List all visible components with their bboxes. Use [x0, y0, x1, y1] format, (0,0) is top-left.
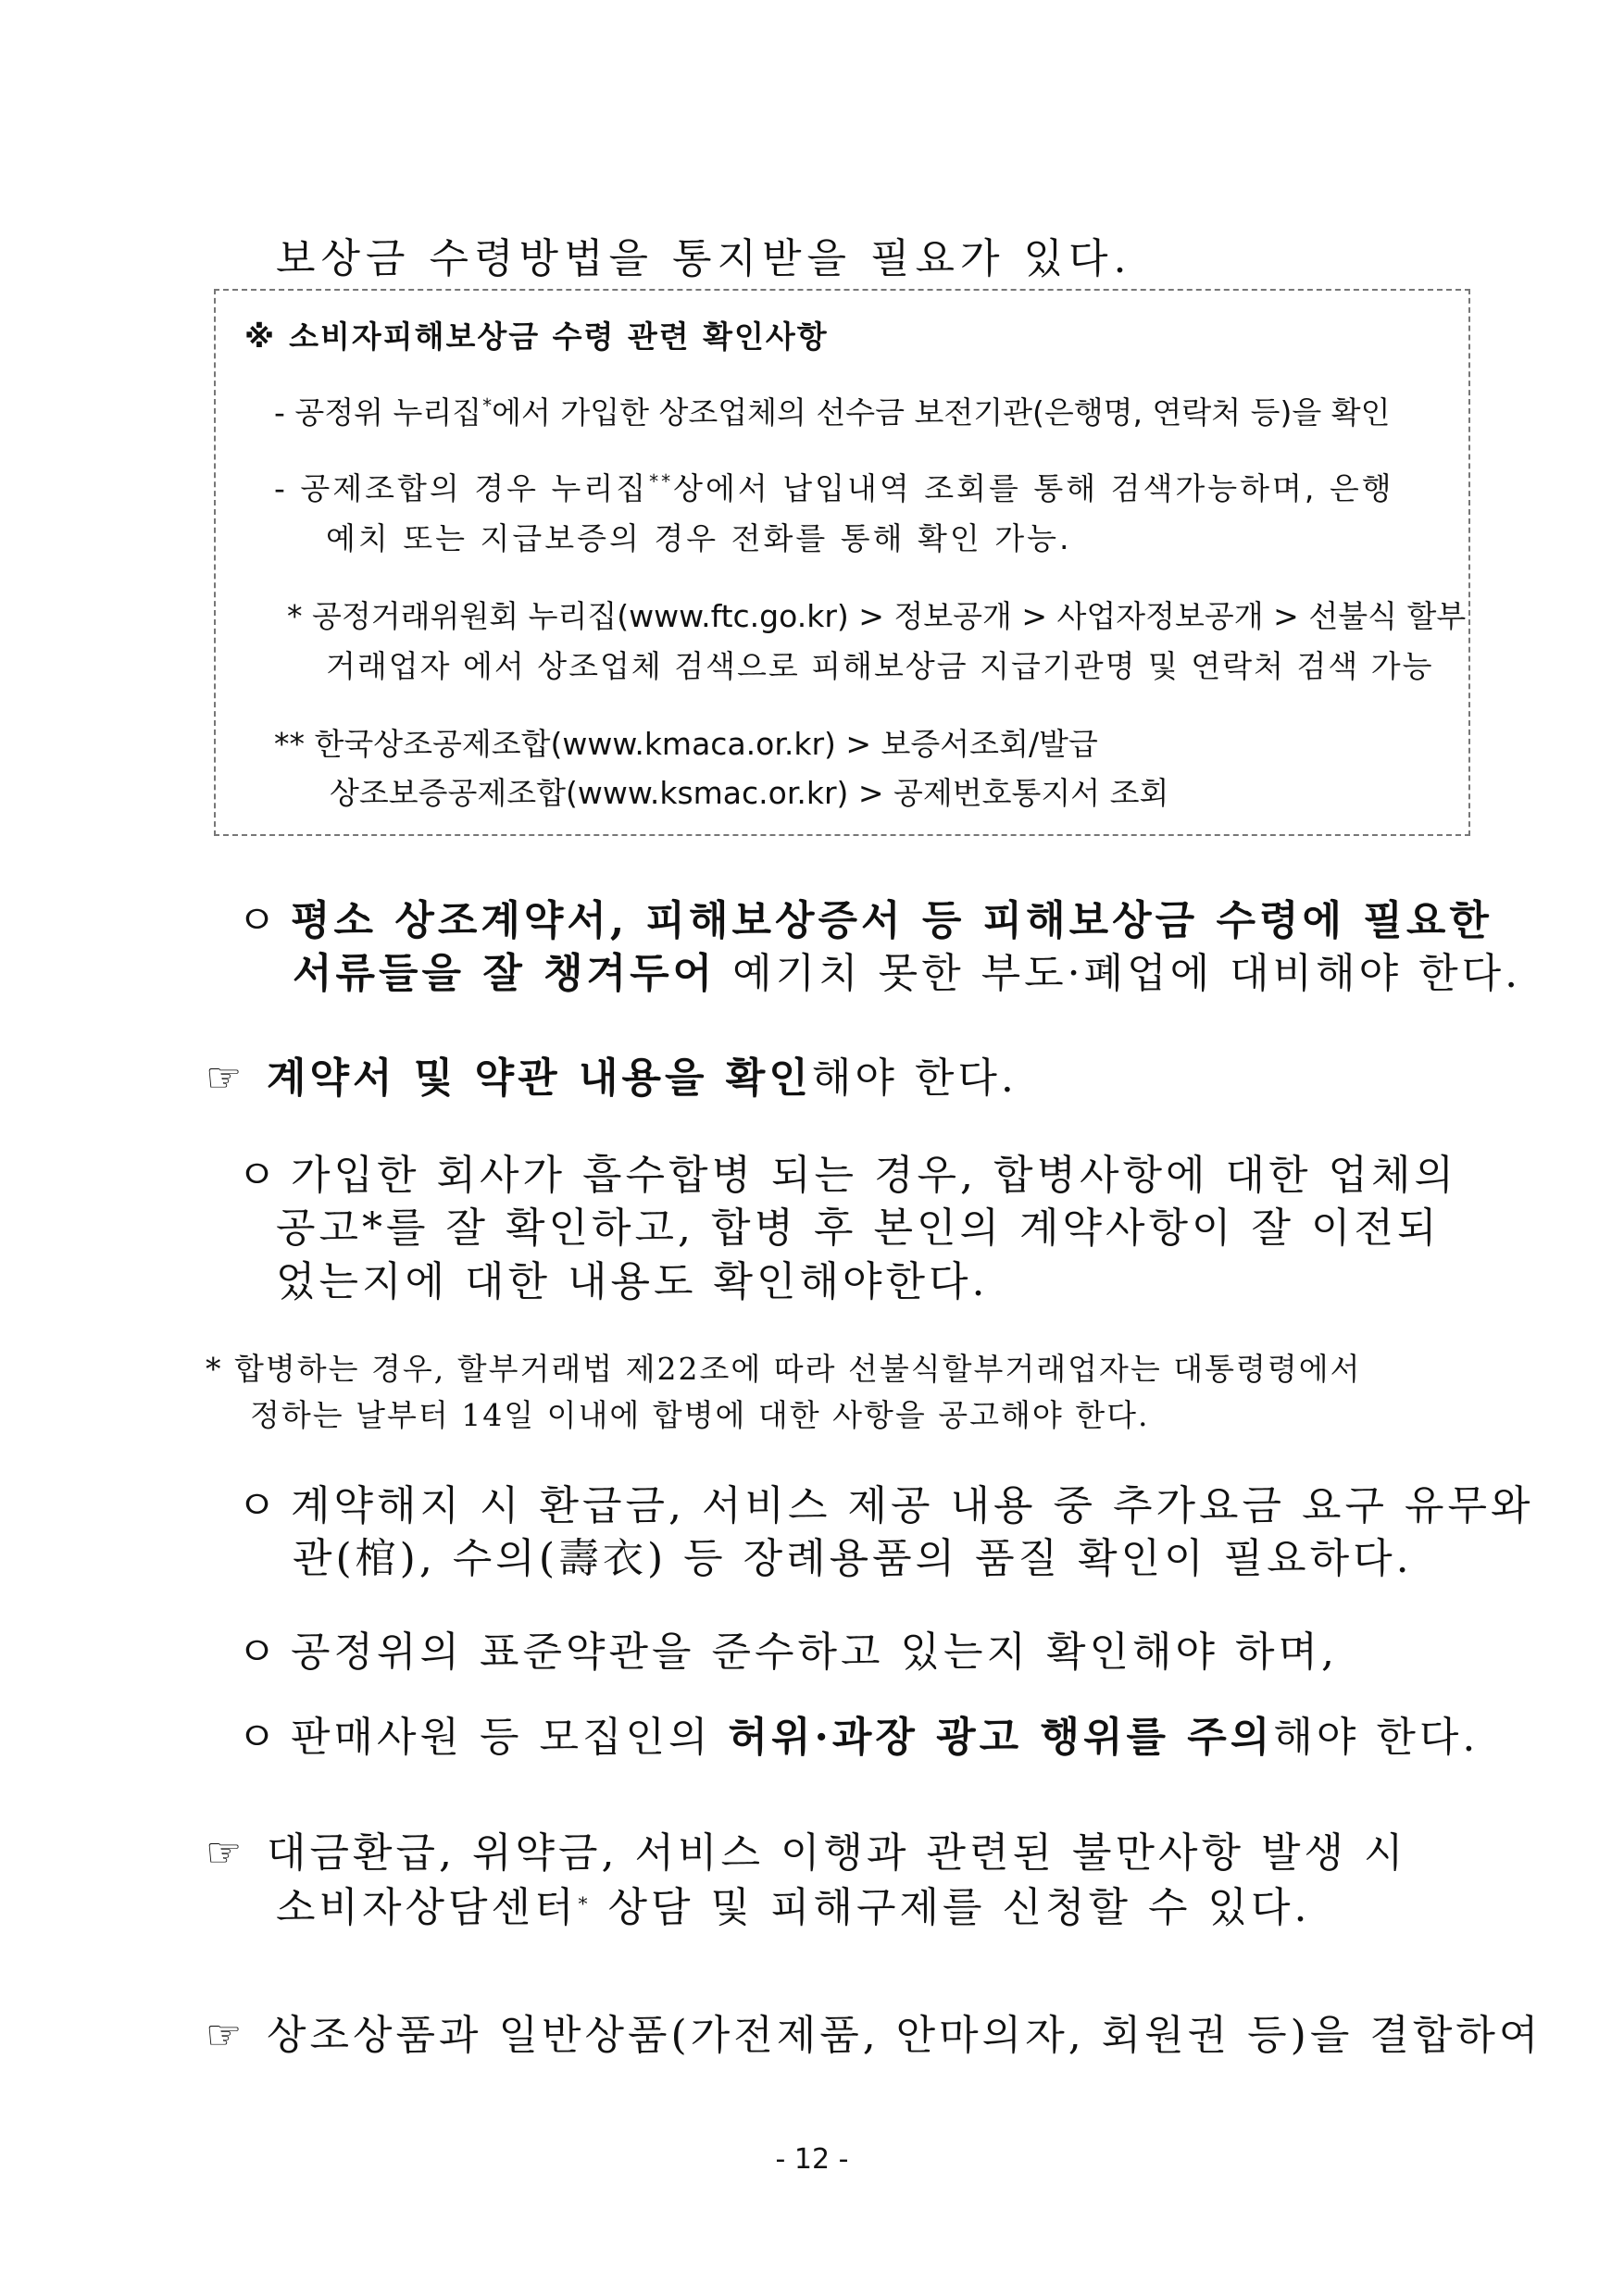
- paragraph-5: [237, 1703, 1479, 1763]
- pointing-hand-icon: ☞: [206, 2012, 246, 2059]
- notice-box-title-text: 소비자피해보상금 수령 관련 확인사항: [289, 318, 829, 355]
- paragraph-2-line-a: [237, 1142, 1457, 1201]
- paragraph-1-line-b: [293, 940, 1521, 999]
- heading-complaint-b-pre: 소비자상담센터: [276, 1884, 578, 1931]
- paragraph-2-a-text: 가입한 회사가 흡수합병 되는 경우, 합병사항에 대한 업체의: [291, 1152, 1457, 1199]
- heading-complaint-line-b: [276, 1874, 1311, 1933]
- notice-note-1b: 거래업자 에서 상조업체 검색으로 피해보상금 지급기관명 및 연락처 검색 가능: [326, 648, 1434, 684]
- pointing-hand-icon: ☞: [206, 1829, 246, 1877]
- notice-line-1-post: 에서 가입한 상조업체의 선수금 보전기관(은행명, 연락처 등)을 확인: [492, 394, 1391, 430]
- heading-complaint-b-post: 상담 및 피해구제를 신청할 수 있다.: [591, 1884, 1311, 1931]
- heading-contract-check-bold: 계약서 및 약관 내용을 확인: [267, 1054, 812, 1102]
- notice-line-1-sup: *: [482, 394, 493, 417]
- paragraph-1-line-a: [237, 887, 1493, 946]
- paragraph-2-line-c: 었는지에 대한 내용도 확인해야한다.: [276, 1258, 989, 1305]
- footnote-line-b: 정하는 날부터 14일 이내에 합병에 대한 사항을 공고해야 한다.: [250, 1397, 1150, 1433]
- heading-contract-check-rest: 해야 한다.: [811, 1054, 1018, 1102]
- heading-bundle-text: 상조상품과 일반상품(가전제품, 안마의자, 회원권 등)을 결합하여: [267, 2012, 1543, 2059]
- paragraph-3-a-text: 계약해지 시 환급금, 서비스 제공 내용 중 추가요금 요구 유무와: [291, 1482, 1534, 1529]
- top-line: 보상금 수령방법을 통지받을 필요가 있다.: [276, 235, 1132, 282]
- paragraph-4: [237, 1618, 1338, 1678]
- notice-line-1: [274, 389, 1391, 432]
- paragraph-3-line-a: [237, 1472, 1533, 1531]
- notice-note-1a: * 공정거래위원회 누리집(www.ftc.go.kr) > 정보공개 > 사업자정보공개 > 선불식 할부: [287, 598, 1467, 634]
- heading-bundle: [206, 2002, 1542, 2061]
- paragraph-2-line-b: 공고*를 잘 확인하고, 합병 후 본인의 계약사항이 잘 이전되: [276, 1204, 1441, 1252]
- paragraph-1-rest-b: 예기치 못한 부도·폐업에 대비해야 한다.: [716, 950, 1522, 997]
- heading-complaint-a-text: 대금환급, 위약금, 서비스 이행과 관련된 불만사항 발생 시: [267, 1829, 1407, 1877]
- notice-line-2-pre: - 공제조합의 경우 누리집: [274, 470, 649, 506]
- paragraph-5-bold: 허위·과장 광고 행위를 주의: [728, 1714, 1274, 1761]
- notice-note-2a: ** 한국상조공제조합(www.kmaca.or.kr) > 보증서조회/발급: [274, 726, 1098, 762]
- bullet-icon: ㅇ: [237, 897, 281, 944]
- heading-complaint-line-a: [206, 1819, 1406, 1878]
- pointing-hand-icon: ☞: [206, 1054, 246, 1102]
- notice-note-2b: 상조보증공제조합(www.ksmac.or.kr) > 공제번호통지서 조회: [330, 775, 1169, 811]
- notice-line-1-pre: - 공정위 누리집: [274, 394, 482, 430]
- reference-mark-icon: ※: [244, 318, 277, 355]
- notice-line-3: 예치 또는 지급보증의 경우 전화를 통해 확인 가능.: [326, 520, 1072, 556]
- bullet-icon: ㅇ: [237, 1628, 281, 1676]
- page-number: - 12 -: [775, 2143, 849, 2176]
- notice-box-title: [244, 313, 829, 356]
- paragraph-3-line-b: 관(棺), 수의(壽衣) 등 장례용품의 품질 확인이 필요하다.: [293, 1535, 1413, 1582]
- bullet-icon: ㅇ: [237, 1714, 281, 1761]
- heading-contract-check: [206, 1044, 1018, 1104]
- bullet-icon: ㅇ: [237, 1482, 281, 1529]
- heading-complaint-b-sup: *: [578, 1892, 592, 1915]
- paragraph-4-text: 공정위의 표준약관을 준수하고 있는지 확인해야 하며,: [291, 1628, 1339, 1676]
- paragraph-1-bold-b: 서류들을 잘 챙겨두어: [293, 950, 717, 997]
- notice-line-2-sup: **: [649, 470, 674, 493]
- paragraph-1-bold-a: 평소 상조계약서, 피해보상증서 등 피해보상금 수령에 필요한: [291, 897, 1493, 944]
- notice-line-2-post: 상에서 납입내역 조회를 통해 검색가능하며, 은행: [673, 470, 1394, 506]
- paragraph-5-pre: 판매사원 등 모집인의: [291, 1714, 729, 1761]
- notice-line-2: [274, 465, 1394, 508]
- footnote-line-a: * 합병하는 경우, 할부거래법 제22조에 따라 선불식할부거래업자는 대통령령에서: [206, 1351, 1362, 1387]
- bullet-icon: ㅇ: [237, 1152, 281, 1199]
- paragraph-5-post: 해야 한다.: [1273, 1714, 1480, 1761]
